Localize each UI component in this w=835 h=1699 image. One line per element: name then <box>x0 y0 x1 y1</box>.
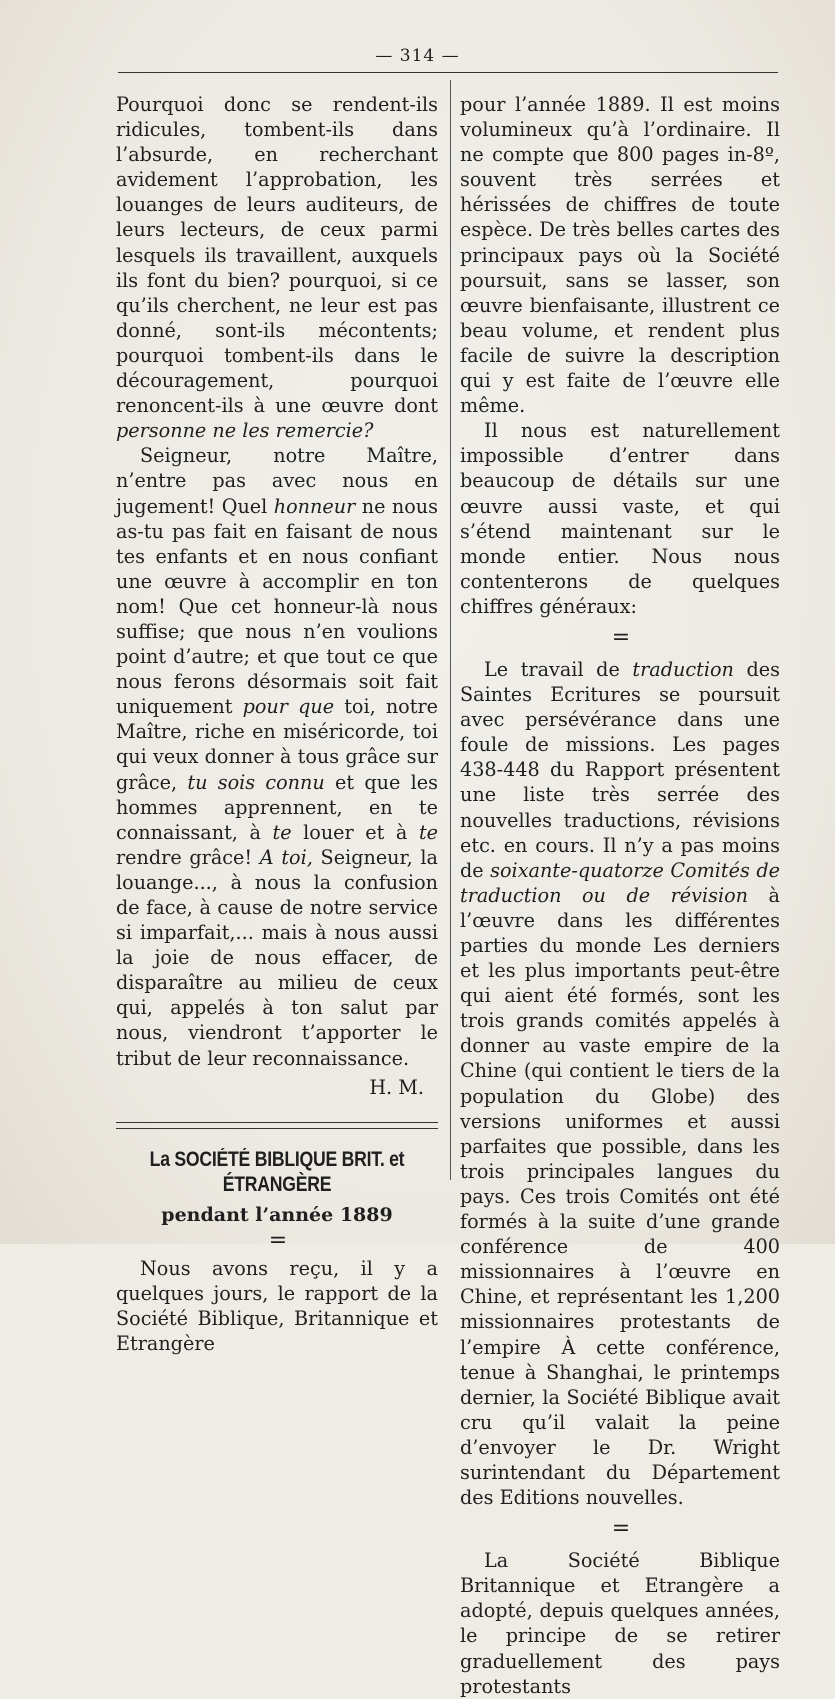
text-run: des Saintes Ecritures se poursuit avec persévérance dans une foule de missions. Les pages 438-448 du Rapport présentent une liste très serrée des nouvelles traductions, révisions etc. en cours. Il n’y a pas moins de <box>460 657 780 882</box>
italic-run: traduction <box>632 657 734 681</box>
article-title: La SOCIÉTÉ BIBLIQUE BRIT. et ÉTRANGÈRE <box>149 1147 405 1196</box>
italic-run: soixante-quatorze Comités de traduction ou de révision <box>460 858 780 907</box>
italic-run: A toi, <box>259 845 313 869</box>
signature: H. M. <box>369 1075 424 1099</box>
right-paragraph-4: La Société Biblique Britannique et Etrangère a adopté, depuis quelques années, le principe de se retirer graduellement des pays protestants <box>460 1549 780 1698</box>
text-run: Seigneur, la louange..., à nous la confusion de face, à cause de notre service si imparfait,... mais à nous aussi la joie de nous effacer, de disparaître au milieu de ceux qui, appelés à ton salut par nous, viendront t’apporter le tribut de leur reconnaissance. <box>116 845 438 1070</box>
left-paragraph-1 <box>116 92 438 443</box>
page-number: — 314 — <box>375 46 460 66</box>
text-run: rendre grâce! <box>116 845 260 869</box>
text-run: ne nous as-tu pas fait en faisant de nous tes enfants et en nous confiant une œuvre à accomplir en ton nom! Que cet honneur-là nous suffise; que nous n’en voulions point d’autre; et que tout ce que nous ferons désormais soit fait uniquement <box>116 494 438 719</box>
section-separator <box>116 1122 438 1129</box>
italic-run: tu sois connu <box>187 770 325 794</box>
italic-run: honneur <box>273 494 356 518</box>
left-column <box>116 92 438 1356</box>
italic-run: pour que <box>242 695 335 719</box>
right-paragraph-2: Il nous est naturellement impossible d’entrer dans beaucoup de détails sur une œuvre aussi vaste, et qui s’étend maintenant sur le monde entier. Nous nous contenterons de quelques chiffres généraux: <box>460 419 780 618</box>
left-paragraph-1-italic: personne ne les remercie? <box>116 419 374 443</box>
left-paragraph-1-text: Pourquoi donc se rendent-ils ridicules, tombent-ils dans l’absurde, en recherchant avidement l’approbation, les louanges de leurs auditeurs, de leurs lecteurs, de ceux parmi lesquels ils travaillent, auxquels ils font du bien? pourquoi, si ce qu’ils cherchent, ne leur est pas donné, sont-ils mécontents; pourquoi tombent-ils dans le découragement, pourquoi renoncent-ils à une œuvre dont <box>116 93 438 418</box>
left-paragraph-3: Nous avons reçu, il y a quelques jours, le rapport de la Société Biblique, Britannique et Etrangère <box>116 1257 438 1356</box>
article-subtitle: pendant l’année 1889 <box>161 1203 393 1226</box>
dash-mark: = <box>611 624 629 650</box>
right-paragraph-3 <box>460 657 780 1510</box>
italic-run: te <box>272 820 292 844</box>
column-divider <box>450 80 451 1180</box>
left-paragraph-2 <box>116 443 438 1070</box>
dash-mark: = <box>268 1228 286 1254</box>
text-run: à l’œuvre dans les différentes parties du monde Les derniers et les plus importants peut-être qui aient été formés, sont les trois grands comités appelés à donner au vaste empire de la Chine (qui contient le tiers de la population du Globe) des versions uniformes et aussi parfaites que possible, dans les trois principales langues du pays. Ces trois Comités ont été formés à la suite d’une grande conférence de 400 missionnaires à l’œuvre en Chine, et représentant les 1,200 missionnaires protestants de l’empire À cette conférence, tenue à Shanghai, le printemps dernier, la Société Biblique avait cru qu’il valait la peine d’envoyer le Dr. Wright surintendant du Département des Editions nouvelles. <box>460 883 780 1510</box>
text-run: toi, notre Maître, riche en miséricorde, toi qui veux donner à tous grâce sur grâce, <box>116 695 438 794</box>
italic-run: te <box>418 820 439 844</box>
text-run: louer et à <box>291 820 419 844</box>
dash-mark: = <box>611 1516 629 1542</box>
text-run: Seigneur, notre Maître, n’entre pas avec nous en jugement! Quel <box>116 444 438 518</box>
right-column <box>460 92 780 1699</box>
text-run: Le travail de <box>484 657 633 681</box>
header-rule <box>118 72 778 73</box>
text-run: et que les hommes apprennent, en te connaissant, à <box>116 770 438 844</box>
right-paragraph-1: pour l’année 1889. Il est moins volumineux qu’à l’ordinaire. Il ne compte que 800 pages in-8º, souvent très serrées et hérissées de chiffres de toute espèce. De très belles cartes des principaux pays où la Société poursuit, sans se lasser, son œuvre bienfaisante, illustrent ce beau volume, et rendent plus facile de suivre la description qui y est faite de l’œuvre elle même. <box>460 93 780 418</box>
